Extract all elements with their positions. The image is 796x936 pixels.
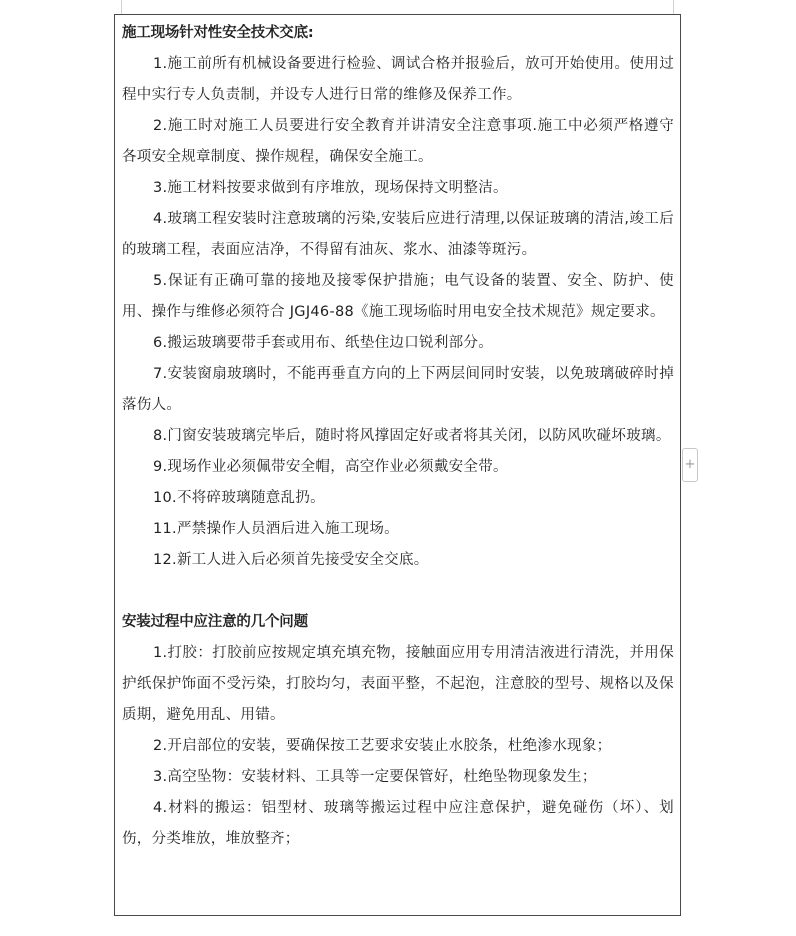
document-table-cell[interactable] [114, 14, 681, 916]
install-item-3: 3.高空坠物：安装材料、工具等一定要保管好，杜绝坠物现象发生； [153, 769, 597, 785]
safety-item-7: 7.安装窗扇玻璃时，不能再垂直方向的上下两层间同时安装，以免玻璃破碎时掉落伤人。 [122, 366, 674, 413]
safety-item-2: 2.施工时对施工人员要进行安全教育并讲清安全注意事项.施工中必须严格遵守各项安全规章制度、操作规程，确保安全施工。 [122, 118, 674, 165]
install-item-1: 1.打胶：打胶前应按规定填充填充物，接触面应用专用清洁液进行清洗，并用保护纸保护饰面不受污染，打胶均匀，表面平整，不起泡，注意胶的型号、规格以及保质期，避免用乱、用错。 [122, 645, 674, 723]
page-edge-right [673, 0, 674, 14]
safety-item-1: 1.施工前所有机械设备要进行检验、调试合格并报验后，放可开始使用。使用过程中实行专人负责制，并设专人进行日常的维修及保养工作。 [122, 56, 674, 103]
safety-item-3: 3.施工材料按要求做到有序堆放，现场保持文明整洁。 [153, 180, 508, 196]
page-edge-left [121, 0, 122, 14]
section-title-installation: 安装过程中应注意的几个问题 [122, 614, 308, 630]
blank-line [122, 576, 674, 607]
safety-item-10: 10.不将碎玻璃随意乱扔。 [153, 490, 325, 506]
section-title-safety: 施工现场针对性安全技术交底: [122, 25, 314, 41]
safety-item-11: 11.严禁操作人员酒后进入施工现场。 [153, 521, 399, 537]
safety-item-5: 5.保证有正确可靠的接地及接零保护措施；电气设备的装置、安全、防护、使用、操作与维修必须符合 JGJ46-88《施工现场临时用电安全技术规范》规定要求。 [122, 273, 674, 320]
safety-item-9: 9.现场作业必须佩带安全帽，高空作业必须戴安全带。 [153, 459, 508, 475]
install-item-2: 2.开启部位的安装，要确保按工艺要求安装止水胶条，杜绝渗水现象； [153, 738, 612, 754]
safety-item-12: 12.新工人进入后必须首先接受安全交底。 [153, 552, 429, 568]
safety-item-4: 4.玻璃工程安装时注意玻璃的污染,安装后应进行清理,以保证玻璃的清洁,竣工后的玻璃工程，表面应洁净，不得留有油灰、浆水、油漆等斑污。 [122, 211, 674, 258]
add-row-button[interactable]: + [682, 448, 698, 482]
install-item-4: 4.材料的搬运：铝型材、玻璃等搬运过程中应注意保护，避免碰伤（坏）、划伤，分类堆放，堆放整齐； [122, 800, 674, 847]
safety-item-6: 6.搬运玻璃要带手套或用布、纸垫住边口锐利部分。 [153, 335, 494, 351]
safety-item-8: 8.门窗安装玻璃完毕后，随时将风撑固定好或者将其关闭，以防风吹碰坏玻璃。 [153, 428, 671, 444]
